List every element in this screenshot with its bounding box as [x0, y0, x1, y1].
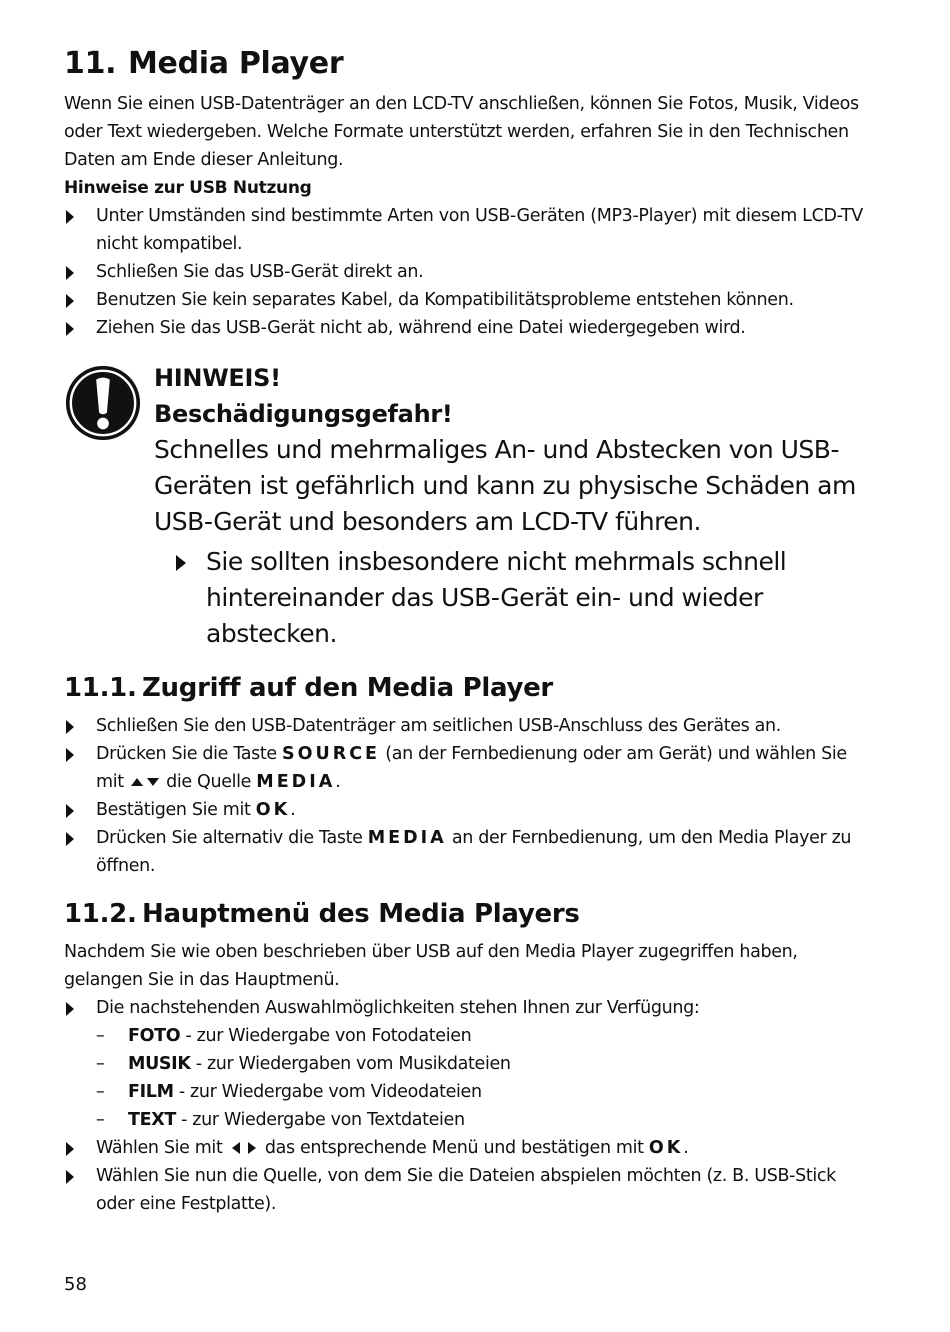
- dash-bullet: –: [96, 1110, 105, 1130]
- list-item: Schließen Sie das USB-Gerät direkt an.: [64, 258, 864, 286]
- option-item: – FOTO - zur Wiedergabe von Fotodateien: [64, 1022, 864, 1050]
- list-item: Schließen Sie den USB-Datenträger am seitlichen USB-Anschluss des Gerätes an.: [64, 712, 864, 740]
- notice-list: [154, 544, 864, 652]
- section-title: Hauptmenü des Media Players: [142, 899, 580, 929]
- section-number: 11.2.: [64, 899, 137, 929]
- section-title: Zugriff auf den Media Player: [142, 673, 553, 703]
- bullet-arrow-icon: [66, 1002, 74, 1016]
- bullet-arrow-icon: [66, 1142, 74, 1156]
- section-main-menu: [64, 896, 864, 1218]
- bullet-arrow-icon: [66, 266, 74, 280]
- key-media: MEDIA: [256, 772, 336, 792]
- list-item: Drücken Sie die Taste SOURCE (an der Fernbedienung oder am Gerät) und wählen Sie mit die Quelle MEDIA.: [64, 740, 864, 796]
- bullet-arrow-icon: [66, 748, 74, 762]
- list-item: Drücken Sie alternativ die Taste MEDIA an der Fernbedienung, um den Media Player zu öffnen.: [64, 824, 864, 880]
- arrow-down-icon: [147, 778, 159, 786]
- exclamation-icon: [64, 364, 142, 442]
- bullet-arrow-icon: [66, 322, 74, 336]
- notice-label: HINWEIS!: [154, 364, 281, 392]
- list-item: Benutzen Sie kein separates Kabel, da Kompatibilitätsprobleme entstehen können.: [64, 286, 864, 314]
- bullet-arrow-icon: [66, 1170, 74, 1184]
- access-list: [64, 712, 864, 880]
- chapter-number: 11.: [64, 46, 117, 81]
- section-intro: Nachdem Sie wie oben beschrieben über USB auf den Media Player zugegriffen haben, gelangen Sie in das Hauptmenü.: [64, 942, 798, 990]
- document-page: [64, 44, 864, 1218]
- dash-bullet: –: [96, 1026, 105, 1046]
- list-item: Wählen Sie mit das entsprechende Menü und bestätigen mit OK.: [64, 1134, 864, 1162]
- notice-body: Schnelles und mehrmaliges An- und Abstecken von USB-Geräten ist gefährlich und kann zu physische Schäden am USB-Gerät und besonders am LCD-TV führen.: [154, 435, 856, 536]
- bullet-arrow-icon: [66, 294, 74, 308]
- list-item: Ziehen Sie das USB-Gerät nicht ab, während eine Datei wiedergegeben wird.: [64, 314, 864, 342]
- dash-bullet: –: [96, 1082, 105, 1102]
- key-ok: OK: [648, 1138, 684, 1158]
- option-item: – TEXT - zur Wiedergabe von Textdateien: [64, 1106, 864, 1134]
- key-media: MEDIA: [367, 828, 447, 848]
- notice-title: Beschädigungsgefahr!: [154, 400, 453, 428]
- list-item: Bestätigen Sie mit OK.: [64, 796, 864, 824]
- arrow-left-icon: [232, 1142, 240, 1154]
- bullet-arrow-icon: [66, 720, 74, 734]
- warning-notice: [64, 360, 864, 652]
- option-item: – FILM - zur Wiedergabe vom Videodateien: [64, 1078, 864, 1106]
- section-heading: [64, 896, 864, 932]
- chapter-intro: Wenn Sie einen USB-Datenträger an den LCD-TV anschließen, können Sie Fotos, Musik, Videos oder Text wiedergeben. Welche Formate unterstützt werden, erfahren Sie in den Technischen Daten am Ende dieser Anleitung.: [64, 94, 859, 170]
- bullet-arrow-icon: [66, 210, 74, 224]
- section-number: 11.1.: [64, 673, 137, 703]
- options-list: [64, 1022, 864, 1134]
- list-item: Sie sollten insbesondere nicht mehrmals schnell hintereinander das USB-Gerät ein- und wieder abstecken.: [154, 544, 864, 652]
- arrow-right-icon: [248, 1142, 256, 1154]
- list-item: Unter Umständen sind bestimmte Arten von USB-Geräten (MP3-Player) mit diesem LCD-TV nicht kompatibel.: [64, 202, 864, 258]
- bullet-arrow-icon: [66, 832, 74, 846]
- section-heading: [64, 670, 864, 706]
- page-number: 58: [64, 1274, 87, 1295]
- bullet-arrow-icon: [66, 804, 74, 818]
- key-source: SOURCE: [282, 744, 381, 764]
- usb-list: [64, 202, 864, 342]
- chapter-title: Media Player: [128, 46, 344, 81]
- usb-heading: Hinweise zur USB Nutzung: [64, 178, 312, 198]
- key-ok: OK: [255, 800, 291, 820]
- menu-list: [64, 994, 864, 1022]
- section-access: [64, 670, 864, 880]
- chapter-heading: [64, 44, 864, 84]
- option-item: – MUSIK - zur Wiedergaben vom Musikdateien: [64, 1050, 864, 1078]
- list-item: Die nachstehenden Auswahlmöglichkeiten stehen Ihnen zur Verfügung:: [64, 994, 864, 1022]
- arrow-up-icon: [131, 778, 143, 786]
- menu-list-continued: [64, 1134, 864, 1218]
- dash-bullet: –: [96, 1054, 105, 1074]
- list-item: Wählen Sie nun die Quelle, von dem Sie die Dateien abspielen möchten (z. B. USB-Stick oder eine Festplatte).: [64, 1162, 864, 1218]
- bullet-arrow-icon: [176, 555, 186, 571]
